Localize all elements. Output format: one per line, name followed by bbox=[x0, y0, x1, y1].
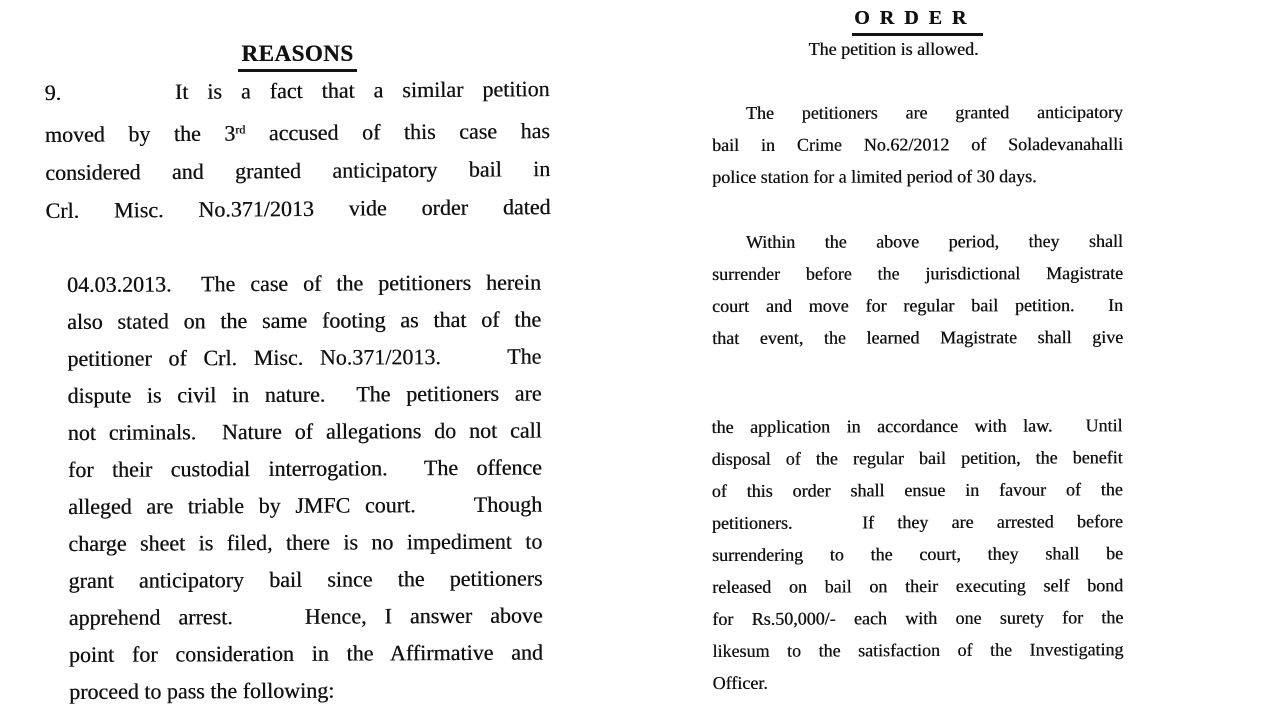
text-line: of this order shall ensue in favour of the bbox=[711, 479, 1123, 502]
text-line: Within the above period, they shall bbox=[745, 230, 1123, 252]
text-line: surrender before the jurisdictional Magistrate bbox=[711, 262, 1123, 285]
text-line: the application in accordance with law. Until bbox=[711, 415, 1123, 438]
text-line: 04.03.2013. The case of the petitioners herein bbox=[66, 269, 541, 298]
text-line: police station for a limited period of 30 days. bbox=[712, 166, 1037, 187]
paragraph-9 bbox=[44, 70, 550, 230]
text-line: disposal of the regular bail petition, the benefit bbox=[711, 447, 1123, 470]
order-paragraph-3 bbox=[711, 409, 1123, 699]
text-line: likesum to the satisfaction of the Investigating bbox=[712, 639, 1124, 661]
petition-allowed-line: The petition is allowed. bbox=[808, 39, 979, 59]
text-line: surrendering to the court, they shall be bbox=[711, 543, 1124, 565]
text-line: grant anticipatory bail since the petitioners bbox=[68, 565, 543, 593]
text-line: proceed to pass the following: bbox=[69, 677, 335, 704]
text-line: alleged are triable by JMFC court. Though bbox=[68, 491, 543, 519]
text-line: The petitioners are granted anticipatory bbox=[745, 101, 1123, 123]
text-line: for Rs.50,000/- each with one surety for the bbox=[712, 607, 1124, 629]
text-line: also stated on the same footing as that of the bbox=[67, 306, 542, 335]
text-line: court and move for regular bail petition. In bbox=[712, 294, 1124, 316]
text-line: 9. It is a fact that a similar petition bbox=[44, 76, 550, 106]
text-line: moved by the 3rd accused of this case has bbox=[44, 118, 550, 148]
text-line: charge sheet is filed, there is no impediment to bbox=[68, 528, 543, 556]
text-line: considered and granted anticipatory bail in bbox=[45, 156, 551, 185]
order-paragraph-1 bbox=[712, 96, 1123, 193]
text-line: for their custodial interrogation. The offence bbox=[67, 454, 542, 483]
text-line: not criminals. Nature of allegations do not call bbox=[67, 417, 542, 446]
text-line: Crl. Misc. No.371/2013 vide order dated bbox=[45, 194, 551, 223]
paragraph-9-continued bbox=[67, 264, 543, 710]
order-heading-row bbox=[712, 6, 1123, 36]
reasons-heading: REASONS bbox=[238, 40, 356, 72]
order-heading: O R D E R bbox=[852, 6, 983, 36]
text-line: petitioner of Crl. Misc. No.371/2013. The bbox=[67, 343, 542, 372]
order-paragraph-2 bbox=[712, 225, 1123, 354]
text-line: point for consideration in the Affirmative and bbox=[68, 639, 543, 667]
text-line: bail in Crime No.62/2012 of Soladevanahalli bbox=[711, 133, 1124, 155]
text-line: dispute is civil in nature. The petitioners are bbox=[67, 380, 542, 409]
text-line: petitioners. If they are arrested before bbox=[711, 511, 1123, 534]
superscript-ordinal: rd bbox=[235, 122, 246, 137]
text-line: apprehend arrest. Hence, I answer above bbox=[68, 602, 543, 630]
reasons-heading-row bbox=[45, 40, 550, 72]
text-line: Officer. bbox=[712, 672, 768, 693]
text-line: that event, the learned Magistrate shall give bbox=[712, 326, 1124, 348]
text-line: released on bail on their executing self bond bbox=[712, 575, 1124, 597]
